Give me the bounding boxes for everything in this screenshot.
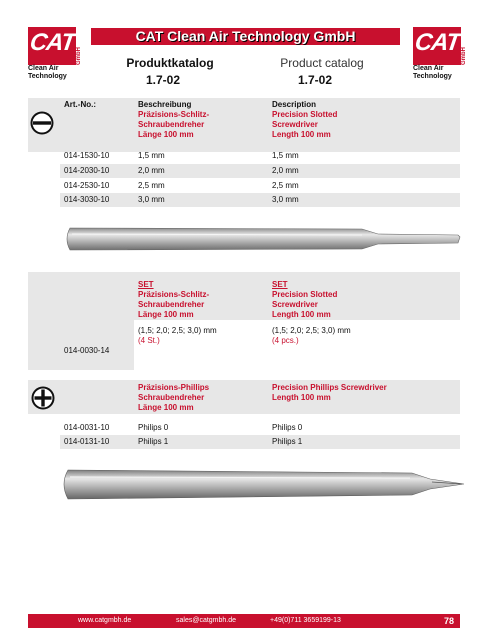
page-number: 78 [443, 616, 454, 626]
phillips-screw-icon [31, 386, 55, 410]
phillips-desc-en: Precision Phillips Screwdriver Length 100 mm [272, 383, 387, 402]
table-row: 014-2030-10 2,0 mm 2,0 mm [60, 164, 460, 178]
logo-cat-text: CAT [28, 29, 77, 56]
catalog-title-en: Product catalog [280, 56, 364, 70]
set-sizes-de: (1,5; 2,0; 2,5; 3,0) mm (4 St.) [138, 326, 217, 345]
company-title-bar: CAT Clean Air Technology GmbH [91, 28, 400, 45]
logo-cat-text: CAT [413, 29, 462, 56]
table-row: 014-2530-10 2,5 mm 2,5 mm [64, 181, 299, 190]
table-row: 014-1530-10 1,5 mm 1,5 mm [64, 151, 299, 160]
section-number-de: 1.7-02 [145, 73, 181, 87]
slotted-screwdriver-image [62, 222, 464, 256]
section-number-en: 1.7-02 [297, 73, 333, 87]
phillips-screwdriver-image [60, 462, 470, 508]
company-logo-left [28, 27, 92, 91]
footer-website-link[interactable]: www.catgmbh.de [78, 617, 132, 624]
col-head-beschreibung: Beschreibung [138, 100, 192, 109]
set-sizes-en: (1,5; 2,0; 2,5; 3,0) mm (4 pcs.) [272, 326, 351, 345]
phillips-header-row [28, 380, 460, 414]
catalog-title-de: Produktkatalog [126, 56, 214, 70]
set-art-no: 014-0030-14 [64, 346, 110, 355]
set-desc-en: SET Precision Slotted Screwdriver Length 100 mm [272, 280, 338, 319]
table-row: 014-3030-10 3,0 mm 3,0 mm [60, 193, 460, 207]
logo-gmbh-text: GmbH [76, 47, 82, 65]
slotted-desc-en: Precision Slotted Screwdriver Length 100 mm [272, 110, 338, 139]
slotted-screw-icon [30, 111, 54, 135]
logo-subtitle: Clean Air Technology [28, 65, 67, 80]
col-head-description: Description [272, 100, 317, 109]
logo-gmbh-text: GmbH [461, 47, 467, 65]
page-footer [28, 614, 460, 628]
col-head-artno: Art.-No.: [64, 100, 96, 109]
footer-email-link[interactable]: sales@catgmbh.de [176, 617, 237, 624]
table-row: 014-0031-10 Philips 0 Philips 0 [64, 423, 303, 432]
footer-phone: +49(0)711 3659199-13 [270, 617, 341, 624]
table-row: 014-0131-10 Philips 1 Philips 1 [60, 435, 460, 449]
company-logo-right [413, 27, 477, 91]
logo-subtitle: Clean Air Technology [413, 65, 452, 80]
phillips-desc-de: Präzisions-Phillips Schraubendreher Länge 100 mm [138, 383, 210, 412]
slotted-desc-de: Präzisions-Schlitz- Schraubendreher Länge 100 mm [138, 110, 210, 139]
set-desc-de: SET Präzisions-Schlitz- Schraubendreher Länge 100 mm [138, 280, 210, 319]
